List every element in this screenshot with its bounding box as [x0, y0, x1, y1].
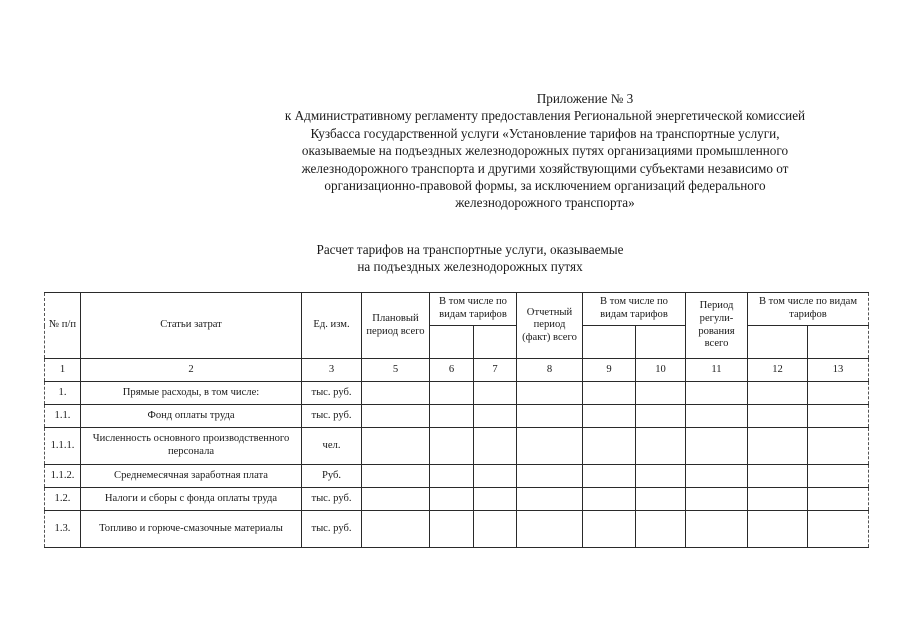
value-cell	[362, 511, 430, 548]
column-number: 12	[748, 359, 808, 382]
column-number: 7	[474, 359, 517, 382]
subheader-cell	[636, 326, 686, 359]
value-cell	[517, 382, 583, 405]
column-number: 8	[517, 359, 583, 382]
subheader-cell	[430, 326, 474, 359]
row-cost-item: Налоги и сборы с фонда оплаты труда	[81, 488, 302, 511]
value-cell	[748, 488, 808, 511]
row-unit: чел.	[302, 428, 362, 465]
row-unit: тыс. руб.	[302, 511, 362, 548]
appendix-line: Кузбасса государственной услуги «Установление тарифов на транспортные услуги,	[310, 125, 780, 141]
value-cell	[686, 511, 748, 548]
value-cell	[517, 465, 583, 488]
subheader-cell	[583, 326, 636, 359]
value-cell	[430, 428, 474, 465]
row-num: 1.3.	[45, 511, 81, 548]
value-cell	[686, 465, 748, 488]
value-cell	[474, 382, 517, 405]
row-num: 1.	[45, 382, 81, 405]
value-cell	[517, 428, 583, 465]
row-cost-item: Среднемесячная заработная плата	[81, 465, 302, 488]
value-cell	[636, 465, 686, 488]
value-cell	[474, 465, 517, 488]
value-cell	[748, 382, 808, 405]
value-cell	[474, 511, 517, 548]
value-cell	[636, 382, 686, 405]
column-number: 9	[583, 359, 636, 382]
value-cell	[686, 382, 748, 405]
row-unit: Руб.	[302, 465, 362, 488]
value-cell	[583, 511, 636, 548]
value-cell	[430, 405, 474, 428]
value-cell	[430, 488, 474, 511]
calculation-title	[220, 241, 720, 276]
tariff-calculation-table	[44, 292, 869, 548]
value-cell	[748, 405, 808, 428]
row-cost-item: Фонд оплаты труда	[81, 405, 302, 428]
value-cell	[362, 488, 430, 511]
calculation-title-line: на подъездных железнодорожных путях	[357, 259, 583, 275]
header-reporting: Отчетный период (факт) всего	[517, 293, 583, 359]
row-unit: тыс. руб.	[302, 405, 362, 428]
table-header-row	[45, 293, 869, 326]
value-cell	[583, 428, 636, 465]
row-cost-item: Прямые расходы, в том числе:	[81, 382, 302, 405]
column-number: 3	[302, 359, 362, 382]
row-unit: тыс. руб.	[302, 382, 362, 405]
appendix-line: оказываемые на подъездных железнодорожных путях организациями промышленного	[301, 143, 789, 159]
header-unit: Ед. изм.	[302, 293, 362, 359]
value-cell	[517, 405, 583, 428]
row-cost-item: Численность основного производственного персонала	[81, 428, 302, 465]
value-cell	[474, 488, 517, 511]
value-cell	[748, 465, 808, 488]
appendix-line: организационно-правовой формы, за исключением организаций федерального	[324, 178, 766, 194]
subheader-cell	[748, 326, 808, 359]
value-cell	[583, 405, 636, 428]
column-number: 13	[808, 359, 869, 382]
column-number: 1	[45, 359, 81, 382]
value-cell	[808, 511, 869, 548]
header-cost-items: Статьи затрат	[81, 293, 302, 359]
column-number: 5	[362, 359, 430, 382]
value-cell	[362, 465, 430, 488]
value-cell	[362, 405, 430, 428]
value-cell	[430, 511, 474, 548]
column-number: 11	[686, 359, 748, 382]
calculation-title-line: Расчет тарифов на транспортные услуги, оказываемые	[316, 242, 624, 257]
column-number: 2	[81, 359, 302, 382]
table-row	[45, 382, 869, 405]
header-regulation: Период регули-рования всего	[686, 293, 748, 359]
row-num: 1.2.	[45, 488, 81, 511]
value-cell	[808, 405, 869, 428]
value-cell	[474, 405, 517, 428]
value-cell	[636, 405, 686, 428]
appendix-line: железнодорожного транспорта и другими хозяйствующими субъектами независимо от	[301, 160, 789, 176]
value-cell	[583, 488, 636, 511]
value-cell	[686, 428, 748, 465]
appendix-number: Приложение № 3	[536, 91, 634, 106]
value-cell	[474, 428, 517, 465]
table-row	[45, 465, 869, 488]
row-num: 1.1.	[45, 405, 81, 428]
table-row	[45, 511, 869, 548]
value-cell	[517, 488, 583, 511]
value-cell	[686, 488, 748, 511]
value-cell	[748, 428, 808, 465]
header-num: № п/п	[45, 293, 81, 359]
row-unit: тыс. руб.	[302, 488, 362, 511]
table-row	[45, 428, 869, 465]
value-cell	[430, 382, 474, 405]
value-cell	[808, 488, 869, 511]
value-cell	[808, 382, 869, 405]
value-cell	[636, 511, 686, 548]
subheader-cell	[808, 326, 869, 359]
header-planned: Плановый период всего	[362, 293, 430, 359]
row-cost-item: Топливо и горюче-смазочные материалы	[81, 511, 302, 548]
appendix-line: железнодорожного транспорта»	[455, 195, 635, 211]
appendix-line: к Административному регламенту предоставления Региональной энергетической комиссией	[284, 108, 806, 124]
header-by-tariff-2: В том числе по видам тарифов	[583, 293, 686, 326]
value-cell	[430, 465, 474, 488]
row-num: 1.1.2.	[45, 465, 81, 488]
table-row	[45, 405, 869, 428]
value-cell	[686, 405, 748, 428]
value-cell	[808, 428, 869, 465]
subheader-cell	[474, 326, 517, 359]
value-cell	[636, 428, 686, 465]
value-cell	[362, 382, 430, 405]
column-number: 6	[430, 359, 474, 382]
value-cell	[583, 465, 636, 488]
header-by-tariff-3: В том числе по видам тарифов	[748, 293, 869, 326]
row-num: 1.1.1.	[45, 428, 81, 465]
column-number-row	[45, 359, 869, 382]
appendix-header	[200, 90, 890, 212]
value-cell	[636, 488, 686, 511]
column-number: 10	[636, 359, 686, 382]
table-row	[45, 488, 869, 511]
value-cell	[517, 511, 583, 548]
header-by-tariff-1: В том числе по видам тарифов	[430, 293, 517, 326]
value-cell	[362, 428, 430, 465]
value-cell	[808, 465, 869, 488]
value-cell	[583, 382, 636, 405]
value-cell	[748, 511, 808, 548]
